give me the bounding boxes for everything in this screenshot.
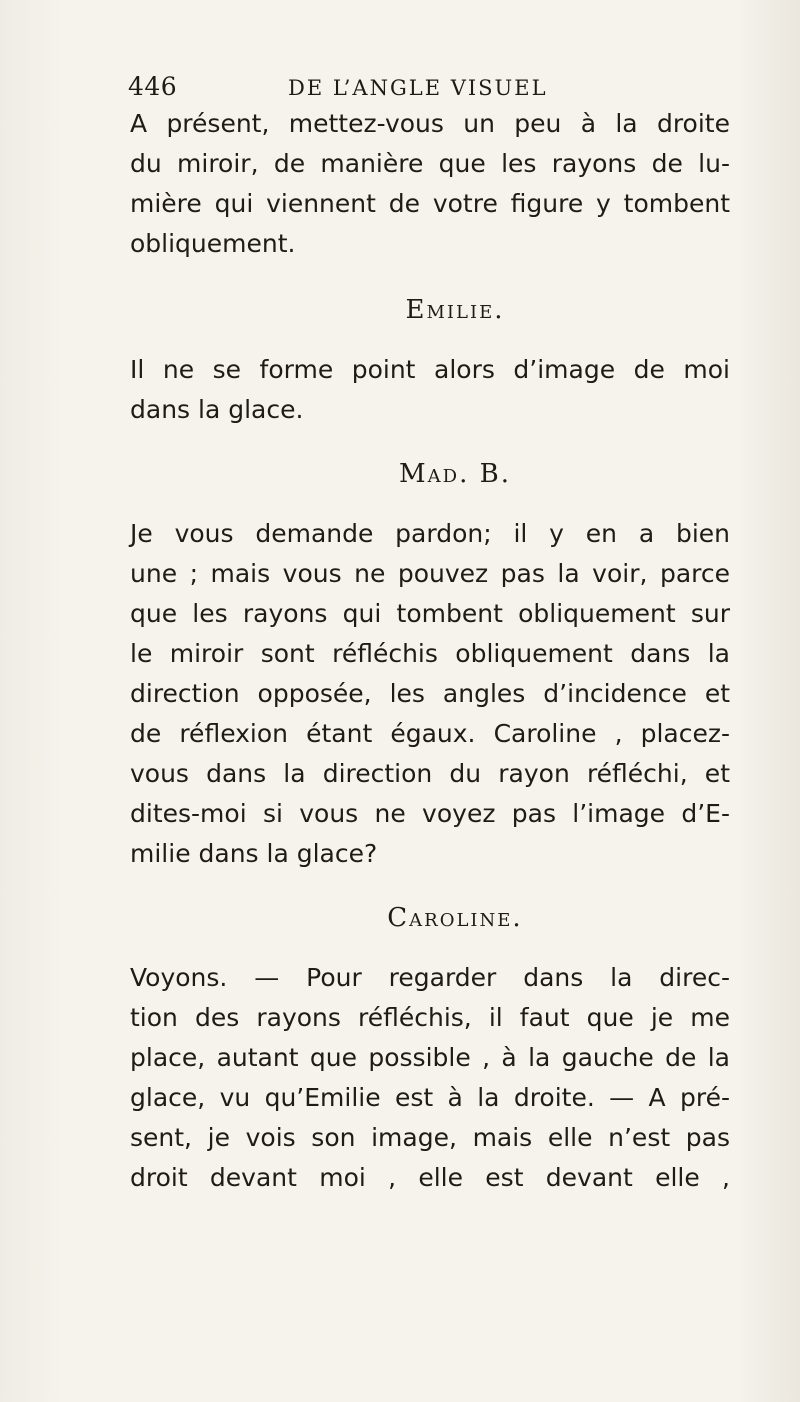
text-line: le miroir sont réfléchis obliquement dans la: [130, 639, 730, 668]
text-line: droit devant moi , elle est devant elle ,: [130, 1163, 730, 1192]
text-line: A présent, mettez-vous un peu à la droite: [130, 109, 730, 138]
text-line: place, autant que possible , à la gauche de la: [130, 1043, 730, 1072]
text-line: du miroir, de manière que les rayons de lu-: [130, 149, 730, 178]
page-number: 446: [128, 72, 178, 101]
text-line: sent, je vois son image, mais elle n’est pas: [130, 1123, 730, 1152]
paragraph-3: [130, 514, 730, 874]
text-line: que les rayons qui tombent obliquement sur: [130, 599, 730, 628]
speaker-name: Emilie.: [405, 295, 505, 325]
paragraph-2: [130, 350, 730, 430]
running-head: DE L’ANGLE VISUEL: [288, 76, 548, 100]
text-line: Voyons. — Pour regarder dans la direc-: [130, 963, 730, 992]
text-line: tion des rayons réfléchis, il faut que je me: [130, 1003, 730, 1032]
text-line: de réflexion étant égaux. Caroline , placez-: [130, 719, 730, 748]
speaker-name: Mad. B.: [399, 459, 511, 489]
text-line: mière qui viennent de votre figure y tombent: [130, 189, 730, 218]
text-line: obliquement.: [130, 229, 296, 258]
body-text: [130, 104, 730, 1198]
text-line: dites-moi si vous ne voyez pas l’image d’E-: [130, 799, 730, 828]
paragraph-1: [130, 104, 730, 264]
text-line: dans la glace.: [130, 395, 304, 424]
text-line: vous dans la direction du rayon réfléchi, et: [130, 759, 730, 788]
speaker-name: Caroline.: [387, 903, 523, 933]
text-line: Il ne se forme point alors d’image de moi: [130, 355, 730, 384]
text-line: Je vous demande pardon; il y en a bien: [130, 519, 730, 548]
text-line: glace, vu qu’Emilie est à la droite. — A pré-: [130, 1083, 730, 1112]
text-line: direction opposée, les angles d’incidence et: [130, 679, 730, 708]
text-line: une ; mais vous ne pouvez pas la voir, parce: [130, 559, 730, 588]
text-line: milie dans la glace?: [130, 839, 378, 868]
paragraph-4: [130, 958, 730, 1198]
